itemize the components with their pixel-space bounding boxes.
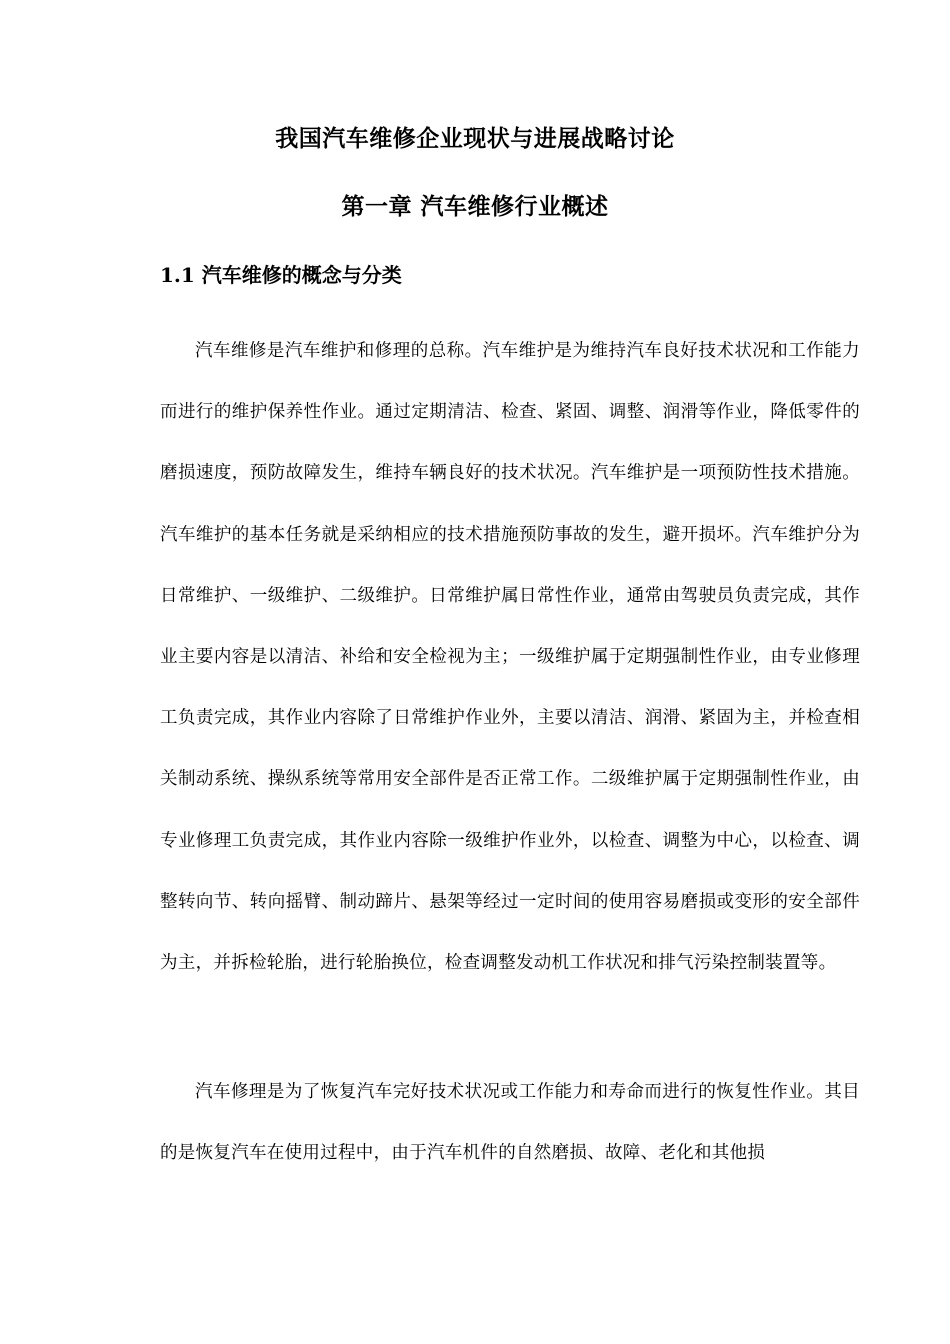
document-title: 我国汽车维修企业现状与进展战略讨论 xyxy=(275,125,675,152)
body-paragraph-maintenance: 汽车维修是汽车维护和修理的总称。汽车维护是为维持汽车良好技术状况和工作能力而进行的维护保养性作业。通过定期清洁、检查、紧固、调整、润滑等作业，降低零件的磨损速度，预防故障发生，维持车辆良好的技术状况。汽车维护是一项预防性技术措施。汽车维护的基本任务就是采纳相应的技术措施预防事故的发生，避开损坏。汽车维护分为日常维护、一级维护、二级维护。日常维护属日常性作业，通常由驾驶员负责完成，其作业主要内容是以清洁、补给和安全检视为主；一级维护属于定期强制性作业，由专业修理工负责完成，其作业内容除了日常维护作业外，主要以清洁、润滑、紧固为主，并检查相关制动系统、操纵系统等常用安全部件是否正常工作。二级维护属于定期强制性作业，由专业修理工负责完成，其作业内容除一级维护作业外，以检查、调整为中心，以检查、调整转向节、转向摇臂、制动蹄片、悬架等经过一定时间的使用容易磨损或变形的安全部件为主，并拆检轮胎，进行轮胎换位，检查调整发动机工作状况和排气污染控制装置等。 xyxy=(160,341,860,974)
chapter-title: 第一章 汽车维修行业概述 xyxy=(341,193,609,220)
section-heading: 1.1 汽车维修的概念与分类 xyxy=(160,263,402,287)
body-paragraph-repair: 汽车修理是为了恢复汽车完好技术状况或工作能力和寿命而进行的恢复性作业。其目的是恢复汽车在使用过程中，由于汽车机件的自然磨损、故障、老化和其他损 xyxy=(160,1082,860,1164)
